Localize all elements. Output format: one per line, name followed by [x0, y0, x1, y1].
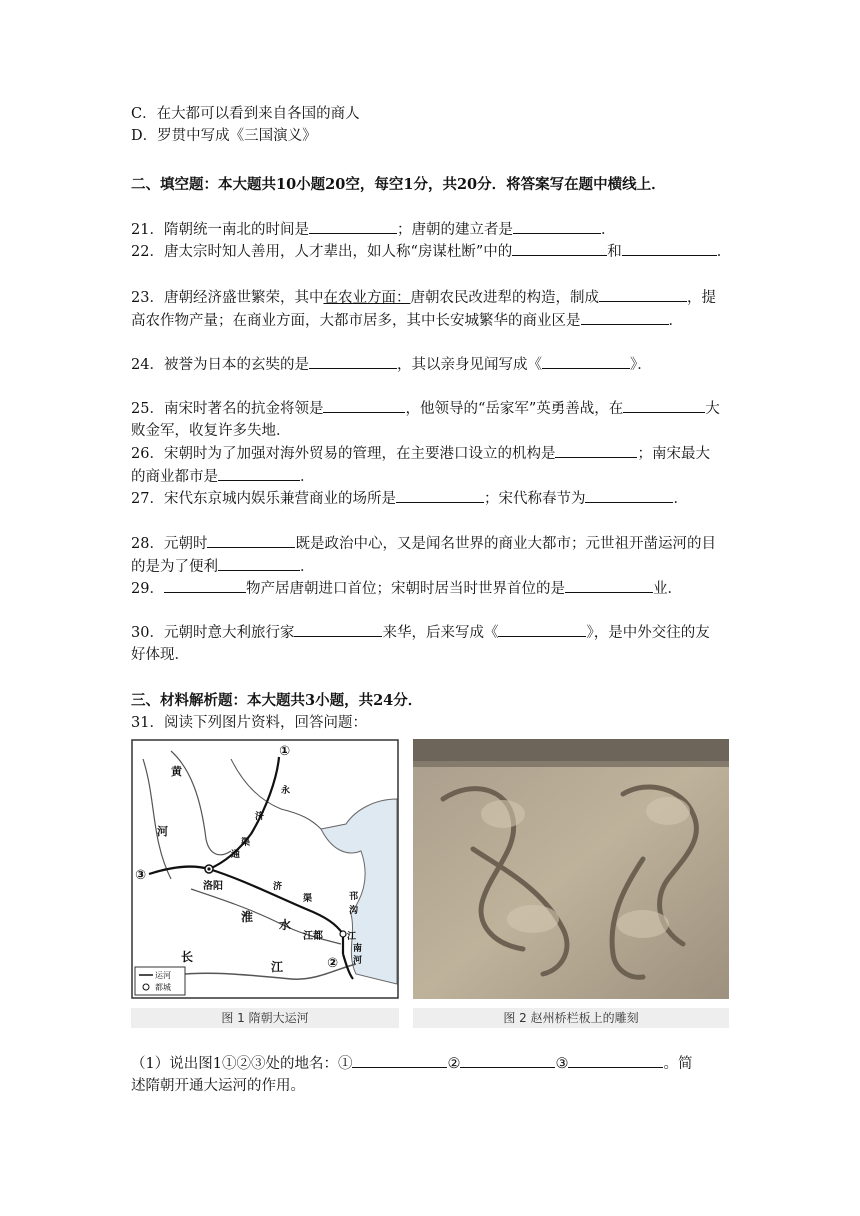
answer-blank[interactable] [512, 241, 607, 256]
map-label: 南 [353, 944, 363, 954]
option-d: D．罗贯中写成《三国演义》 [131, 128, 317, 144]
map-label: 沟 [349, 906, 359, 916]
question-23-line2: 高农作物产量；在商业方面，大都市居多，其中长安城繁华的商业区是 ． [131, 310, 683, 331]
answer-blank[interactable] [599, 287, 687, 302]
map-label: 渠 [303, 894, 313, 904]
map-label: 水 [279, 918, 292, 932]
question-28-line1: 28．元朝时 既是政治中心，又是闻名世界的商业大都市；元世祖开凿运河的目 [131, 533, 716, 554]
question-27: 27．宋代东京城内娱乐兼营商业的场所是 ；宋代称春节为 ． [131, 488, 688, 509]
answer-blank[interactable] [513, 219, 601, 234]
map-label: 永 [281, 786, 291, 796]
map-label: 河 [157, 825, 168, 838]
question-30-line1: 30．元朝时意大利旅行家 来华，后来写成《 》，是中外交往的友 [131, 622, 710, 643]
map-label: 济 [273, 882, 283, 892]
map-label: 长 [181, 950, 194, 964]
map-label: 江 [271, 960, 284, 974]
figure-1-caption: 图 1 隋朝大运河 [131, 1008, 399, 1028]
answer-blank[interactable] [460, 1053, 555, 1068]
map-label: ③ [135, 868, 147, 883]
answer-blank[interactable] [622, 241, 717, 256]
map-label: 洛阳 [203, 881, 223, 892]
map-label: 济 [255, 812, 265, 822]
answer-blank[interactable] [555, 443, 637, 458]
question-23-line1: 23．唐朝经济盛世繁荣，其中在农业方面：唐朝农民改进犁的构造，制成 ，提 [131, 287, 716, 308]
figure-2-carving-photo [413, 739, 729, 999]
answer-blank[interactable] [207, 533, 295, 548]
answer-blank[interactable] [218, 466, 300, 481]
figure-2-caption: 图 2 赵州桥栏板上的雕刻 [413, 1008, 729, 1028]
option-c: C．在大都可以看到来自各国的商人 [131, 106, 360, 122]
answer-blank[interactable] [309, 354, 397, 369]
map-label: ① [279, 744, 291, 759]
question-31-sub1-line1: （1）说出图1①②③处的地名：① ② ③ 。简 [131, 1053, 692, 1074]
map-legend-label: 都城 [155, 983, 171, 992]
question-29: 29． 物产居唐朝进口首位；宋朝时居当时世界首位的是 业． [131, 578, 682, 599]
figure-1-canal-map [131, 739, 399, 999]
section-2-heading: 二、填空题：本大题共10小题20空，每空1分，共20分．将答案写在题中横线上． [131, 176, 666, 193]
answer-blank[interactable] [623, 398, 705, 413]
answer-blank[interactable] [352, 1053, 447, 1068]
section-3-heading: 三、材料解析题：本大题共3小题，共24分． [131, 692, 423, 709]
question-30-line2: 好体现． [131, 647, 189, 663]
question-26-line2: 的商业都市是 ． [131, 466, 315, 487]
answer-blank[interactable] [542, 354, 630, 369]
map-label: ② [327, 956, 339, 971]
map-label: 淮 [241, 910, 254, 924]
question-24: 24．被誉为日本的玄奘的是 ，其以亲身见闻写成《 》． [131, 354, 652, 375]
map-label: 邗 [349, 892, 359, 902]
answer-blank[interactable] [565, 578, 653, 593]
answer-blank[interactable] [585, 488, 673, 503]
answer-blank[interactable] [568, 1053, 663, 1068]
answer-blank[interactable] [294, 622, 382, 637]
answer-blank[interactable] [309, 219, 397, 234]
question-21: 21．隋朝统一南北的时间是 ；唐朝的建立者是 ． [131, 219, 615, 240]
answer-blank[interactable] [581, 310, 669, 325]
map-label: 黄 [171, 765, 182, 778]
map-legend-label: 运河 [155, 971, 171, 980]
question-25-line2: 败金军，收复许多失地． [131, 423, 291, 439]
answer-blank[interactable] [396, 488, 484, 503]
map-label: 通 [231, 850, 241, 860]
question-25-line1: 25．南宋时著名的抗金将领是 ，他领导的“岳家军”英勇善战，在 大 [131, 398, 720, 419]
answer-blank[interactable] [164, 578, 246, 593]
map-label: 江都 [303, 931, 323, 942]
map-label: 江 [347, 932, 357, 942]
answer-blank[interactable] [218, 556, 300, 571]
question-26-line1: 26．宋朝时为了加强对海外贸易的管理，在主要港口设立的机构是 ；南宋最大 [131, 443, 710, 464]
question-31-sub1-line2: 述隋朝开通大运河的作用。 [131, 1078, 305, 1094]
question-22: 22．唐太宗时知人善用，人才辈出，如人称“房谋杜断”中的 和 ． [131, 241, 731, 262]
question-28-line2: 的是为了便利 ． [131, 556, 315, 577]
answer-blank[interactable] [498, 622, 586, 637]
map-label: 渠 [241, 838, 251, 848]
question-31: 31．阅读下列图片资料，回答问题： [131, 715, 367, 731]
answer-blank[interactable] [323, 398, 405, 413]
map-label: 河 [353, 956, 363, 966]
